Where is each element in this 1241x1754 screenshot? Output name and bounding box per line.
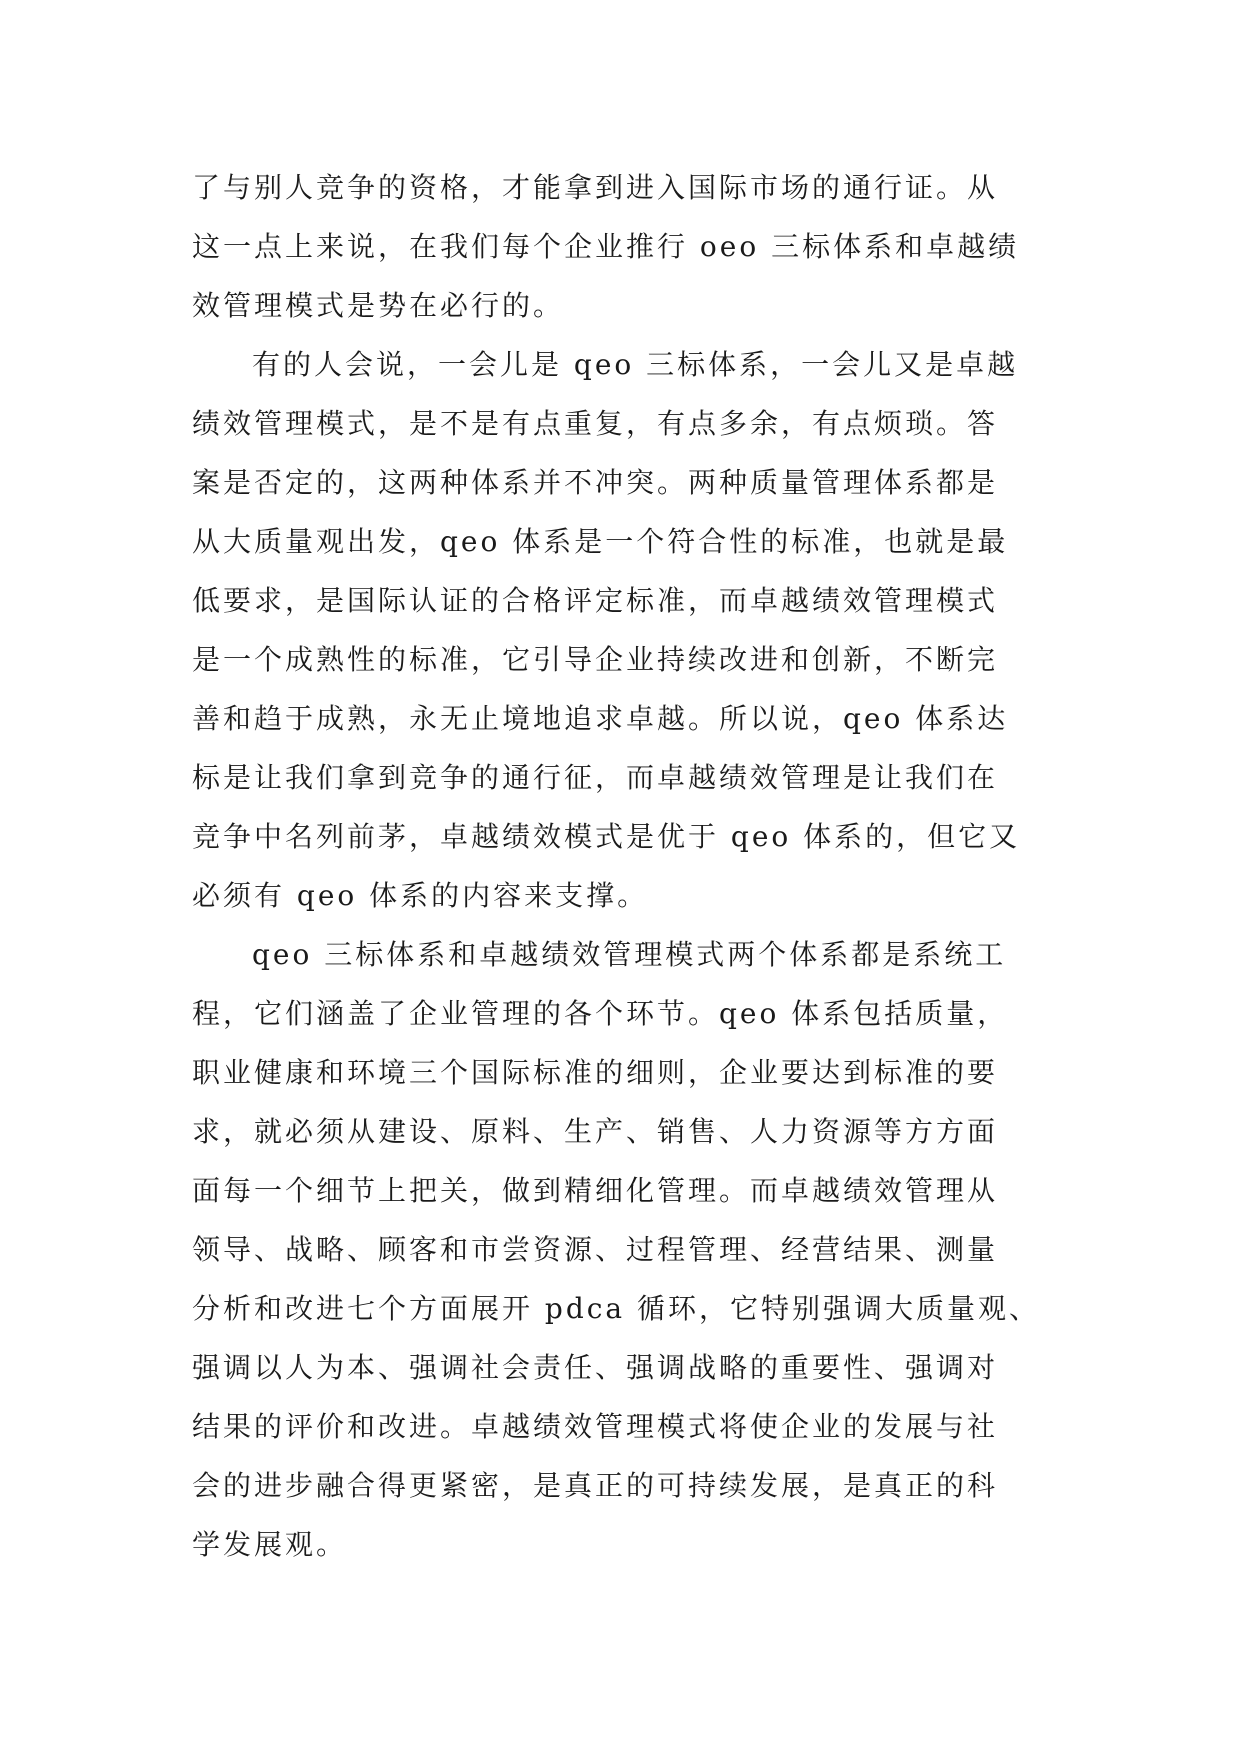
paragraph-3 (192, 925, 1072, 1574)
text-line: 善和趋于成熟，永无止境地追求卓越。所以说，qeo 体系达 (192, 702, 1009, 735)
text-line: 标是让我们拿到竞争的通行征，而卓越绩效管理是让我们在 (192, 761, 999, 794)
text-line: 分析和改进七个方面展开 pdca 循环，它特别强调大质量观、 (192, 1292, 1041, 1325)
text-line: 领导、战略、顾客和市尝资源、过程管理、经营结果、测量 (192, 1233, 999, 1266)
paragraph-2 (192, 335, 1072, 925)
text-line: 面每一个细节上把关，做到精细化管理。而卓越绩效管理从 (192, 1174, 999, 1207)
text-line: 绩效管理模式，是不是有点重复，有点多余，有点烦琐。答 (192, 407, 999, 440)
text-line: 会的进步融合得更紧密，是真正的可持续发展，是真正的科 (192, 1469, 999, 1502)
text-line: 必须有 qeo 体系的内容来支撑。 (192, 879, 649, 912)
text-line: 效管理模式是势在必行的。 (192, 289, 565, 322)
text-line: 是一个成熟性的标准，它引导企业持续改进和创新，不断完 (192, 643, 999, 676)
text-line: 结果的评价和改进。卓越绩效管理模式将使企业的发展与社 (192, 1410, 999, 1443)
paragraph-1 (192, 158, 1072, 335)
text-line: 案是否定的，这两种体系并不冲突。两种质量管理体系都是 (192, 466, 999, 499)
text-line: 了与别人竞争的资格，才能拿到进入国际市场的通行证。从 (192, 171, 999, 204)
text-line: qeo 三标体系和卓越绩效管理模式两个体系都是系统工 (252, 938, 1007, 971)
text-line: 从大质量观出发，qeo 体系是一个符合性的标准，也就是最 (192, 525, 1009, 558)
text-line: 低要求，是国际认证的合格评定标准，而卓越绩效管理模式 (192, 584, 999, 617)
text-line: 职业健康和环境三个国际标准的细则，企业要达到标准的要 (192, 1056, 999, 1089)
text-line: 有的人会说，一会儿是 qeo 三标体系，一会儿又是卓越 (252, 348, 1019, 381)
text-line: 程，它们涵盖了企业管理的各个环节。qeo 体系包括质量， (192, 997, 1009, 1030)
text-line: 竞争中名列前茅，卓越绩效模式是优于 qeo 体系的，但它又 (192, 820, 1021, 853)
text-line: 学发展观。 (192, 1528, 348, 1561)
document-body (192, 158, 1072, 1574)
text-line: 求，就必须从建设、原料、生产、销售、人力资源等方方面 (192, 1115, 999, 1148)
text-line: 强调以人为本、强调社会责任、强调战略的重要性、强调对 (192, 1351, 999, 1384)
text-line: 这一点上来说，在我们每个企业推行 oeo 三标体系和卓越绩 (192, 230, 1020, 263)
